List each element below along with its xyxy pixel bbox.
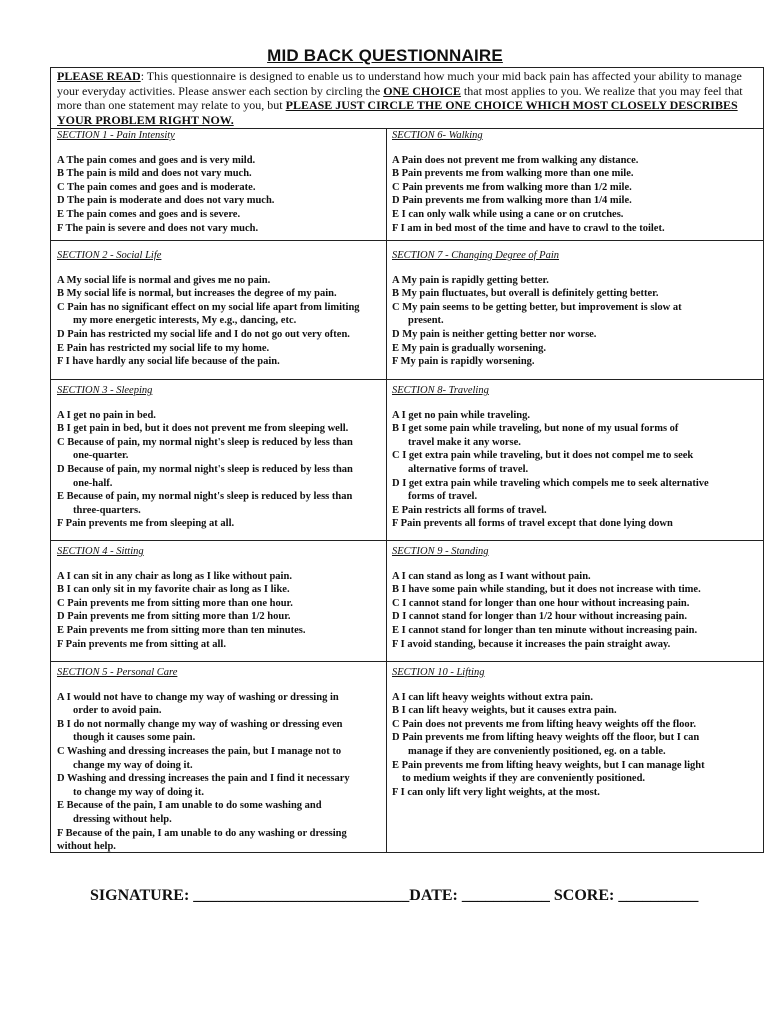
section-2-social-life	[57, 249, 382, 369]
option-d[interactable]: D I cannot stand for longer than 1/2 hour without increasing pain.	[392, 611, 688, 623]
section-heading: SECTION 1 - Pain Intensity	[57, 130, 175, 141]
option-a[interactable]: A I get no pain in bed.	[57, 409, 156, 421]
option-f[interactable]: F Pain prevents me from sleeping at all.	[57, 518, 235, 530]
option-b-continued[interactable]: travel make it any worse.	[408, 436, 521, 448]
option-b[interactable]: B The pain is mild and does not vary much.	[57, 168, 252, 180]
option-f[interactable]: F I can only lift very light weights, at the most.	[392, 786, 600, 798]
signature-field[interactable]: SIGNATURE: ___________________________	[90, 887, 410, 904]
instructions-emphasis: PLEASE JUST CIRCLE THE ONE CHOICE WHICH MOST CLOSELY DESCRIBES YOUR PROBLEM RIGHT NOW.	[57, 98, 738, 127]
option-c[interactable]: C I get extra pain while traveling, but it does not compel me to seek	[392, 450, 694, 462]
row-divider	[51, 240, 763, 241]
option-c[interactable]: C I cannot stand for longer than one hour without increasing pain.	[392, 597, 690, 609]
option-e[interactable]: E Because of pain, my normal night's sleep is reduced by less than	[57, 491, 353, 503]
option-a[interactable]: A I can stand as long as I want without pain.	[392, 570, 591, 582]
option-a[interactable]: A I can sit in any chair as long as I like without pain.	[57, 570, 292, 582]
option-d-continued[interactable]: forms of travel.	[408, 491, 478, 503]
instructions-text-2: that most applies to you. We realize that you may feel that more than one statement may relate to you, but	[57, 83, 743, 112]
signature-line	[90, 887, 750, 905]
score-field[interactable]: SCORE: __________	[553, 887, 699, 904]
section-1-pain-intensity	[57, 129, 382, 235]
option-d[interactable]: D Pain prevents me from sitting more than 1/2 hour.	[57, 611, 291, 623]
option-b[interactable]: B I can lift heavy weights, but it causes extra pain.	[392, 705, 617, 717]
option-a[interactable]: A I get no pain while traveling.	[392, 409, 530, 421]
instructions-text-1: : This questionnaire is designed to enable us to understand how much your mid back pain has affected your ability to manage your everyday activities. Please answer each section by circling the	[57, 69, 742, 98]
option-c[interactable]: C The pain comes and goes and is moderate.	[57, 181, 256, 193]
section-heading: SECTION 7 - Changing Degree of Pain	[392, 250, 560, 261]
row-divider	[51, 540, 763, 541]
option-b[interactable]: B I have some pain while standing, but it does not increase with time.	[392, 584, 701, 596]
option-e-continued[interactable]: three-quarters.	[73, 504, 141, 516]
option-d[interactable]: D My pain is neither getting better nor worse.	[392, 328, 597, 340]
option-c[interactable]: C Pain prevents me from walking more than 1/2 mile.	[392, 181, 632, 193]
option-f[interactable]: F I am in bed most of the time and have to crawl to the toilet.	[392, 222, 665, 234]
option-e[interactable]: E Because of the pain, I am unable to do some washing and	[57, 800, 322, 812]
option-c-continued[interactable]: my more energetic interests, My e.g., dancing, etc.	[73, 315, 297, 327]
section-4-sitting	[57, 545, 382, 651]
option-d[interactable]: D I get extra pain while traveling which compels me to seek alternative	[392, 477, 709, 489]
section-heading: SECTION 8- Traveling	[392, 385, 489, 396]
option-e[interactable]: E Pain has restricted my social life to my home.	[57, 342, 270, 354]
option-b[interactable]: B Pain prevents me from walking more than one mile.	[392, 168, 634, 180]
column-divider	[386, 128, 387, 853]
section-9-standing	[392, 545, 757, 651]
option-d[interactable]: D The pain is moderate and does not vary much.	[57, 195, 275, 207]
option-d[interactable]: D Pain has restricted my social life and I do not go out very often.	[57, 328, 350, 340]
option-e[interactable]: E Pain restricts all forms of travel.	[392, 504, 547, 516]
option-d[interactable]: D Washing and dressing increases the pain and I find it necessary	[57, 773, 350, 785]
questionnaire-table	[50, 67, 764, 853]
instructions	[57, 69, 757, 127]
option-e[interactable]: E Pain prevents me from lifting heavy weights, but I can manage light	[392, 759, 705, 771]
option-a[interactable]: A I can lift heavy weights without extra pain.	[392, 691, 593, 703]
section-8-traveling	[392, 384, 757, 531]
section-heading: SECTION 9 - Standing	[392, 546, 489, 557]
option-c-continued[interactable]: change my way of doing it.	[73, 759, 193, 771]
option-f[interactable]: F I avoid standing, because it increases the pain straight away.	[392, 638, 671, 650]
option-c[interactable]: C My pain seems to be getting better, but improvement is slow at	[392, 301, 682, 313]
option-d[interactable]: D Pain prevents me from lifting heavy weights off the floor, but I can	[392, 732, 700, 744]
option-f[interactable]: F Because of the pain, I am unable to do any washing or dressing	[57, 827, 347, 839]
section-3-sleeping	[57, 384, 382, 531]
option-d-continued[interactable]: one-half.	[73, 477, 113, 489]
option-e[interactable]: E The pain comes and goes and is severe.	[57, 208, 241, 220]
option-a-continued[interactable]: order to avoid pain.	[73, 705, 162, 717]
option-f[interactable]: F Pain prevents me from sitting at all.	[57, 638, 226, 650]
option-a[interactable]: A My social life is normal and gives me no pain.	[57, 274, 271, 286]
option-d-continued[interactable]: to change my way of doing it.	[73, 786, 204, 798]
option-f[interactable]: F My pain is rapidly worsening.	[392, 356, 535, 368]
option-a[interactable]: A Pain does not prevent me from walking any distance.	[392, 154, 639, 166]
option-b-continued[interactable]: though it causes some pain.	[73, 732, 196, 744]
option-e-continued[interactable]: dressing without help.	[73, 813, 172, 825]
option-b[interactable]: B I do not normally change my way of washing or dressing even	[57, 718, 343, 730]
section-heading: SECTION 5 - Personal Care	[57, 667, 178, 678]
please-read-label: PLEASE READ	[57, 69, 141, 83]
row-divider	[51, 661, 763, 662]
option-e-continued[interactable]: to medium weights if they are conveniently positioned.	[402, 773, 646, 785]
section-6-walking	[392, 129, 757, 235]
section-10-lifting	[392, 666, 757, 799]
option-a[interactable]: A The pain comes and goes and is very mild.	[57, 154, 256, 166]
option-b[interactable]: B I get pain in bed, but it does not prevent me from sleeping well.	[57, 423, 349, 435]
option-c[interactable]: C Pain prevents me from sitting more than one hour.	[57, 597, 293, 609]
option-f[interactable]: F Pain prevents all forms of travel except that done lying down	[392, 518, 673, 530]
option-b[interactable]: B My social life is normal, but increases the degree of my pain.	[57, 288, 337, 300]
date-field[interactable]: DATE: ___________	[409, 887, 550, 904]
option-c[interactable]: C Pain does not prevents me from lifting heavy weights off the floor.	[392, 718, 696, 730]
option-a[interactable]: A My pain is rapidly getting better.	[392, 274, 549, 286]
option-e[interactable]: E Pain prevents me from sitting more than ten minutes.	[57, 624, 306, 636]
option-b[interactable]: B I can only sit in my favorite chair as long as I like.	[57, 584, 290, 596]
option-e[interactable]: E My pain is gradually worsening.	[392, 342, 547, 354]
section-heading: SECTION 10 - Lifting	[392, 667, 485, 678]
option-b[interactable]: B My pain fluctuates, but overall is definitely getting better.	[392, 288, 659, 300]
option-f[interactable]: F I have hardly any social life because of the pain.	[57, 356, 280, 368]
section-heading: SECTION 6- Walking	[392, 130, 483, 141]
option-e[interactable]: E I can only walk while using a cane or on crutches.	[392, 208, 624, 220]
row-divider	[51, 379, 763, 380]
option-d[interactable]: D Pain prevents me from walking more than 1/4 mile.	[392, 195, 632, 207]
section-heading: SECTION 2 - Social Life	[57, 250, 162, 261]
section-heading: SECTION 3 - Sleeping	[57, 385, 153, 396]
option-f[interactable]: F The pain is severe and does not vary much.	[57, 222, 259, 234]
section-5-personal-care	[57, 666, 382, 854]
option-c-continued[interactable]: one-quarter.	[73, 450, 129, 462]
option-c[interactable]: C Washing and dressing increases the pain, but I manage not to	[57, 745, 342, 757]
option-c-continued[interactable]: alternative forms of travel.	[408, 463, 529, 475]
option-f-continued[interactable]: without help.	[57, 841, 116, 853]
option-d-continued[interactable]: manage if they are conveniently positioned, eg. on a table.	[408, 745, 666, 757]
option-c[interactable]: C Because of pain, my normal night's sleep is reduced by less than	[57, 436, 353, 448]
one-choice-label: ONE CHOICE	[383, 83, 461, 98]
option-c-continued[interactable]: present.	[408, 315, 444, 327]
option-b[interactable]: B I get some pain while traveling, but none of my usual forms of	[392, 423, 679, 435]
page-title: MID BACK QUESTIONNAIRE	[267, 46, 503, 65]
option-c[interactable]: C Pain has no significant effect on my social life apart from limiting	[57, 301, 360, 313]
option-e[interactable]: E I cannot stand for longer than ten minute without increasing pain.	[392, 624, 698, 636]
option-a[interactable]: A I would not have to change my way of washing or dressing in	[57, 691, 339, 703]
option-d[interactable]: D Because of pain, my normal night's sleep is reduced by less than	[57, 463, 353, 475]
section-7-changing-degree-of-pain	[392, 249, 757, 369]
section-heading: SECTION 4 - Sitting	[57, 546, 144, 557]
